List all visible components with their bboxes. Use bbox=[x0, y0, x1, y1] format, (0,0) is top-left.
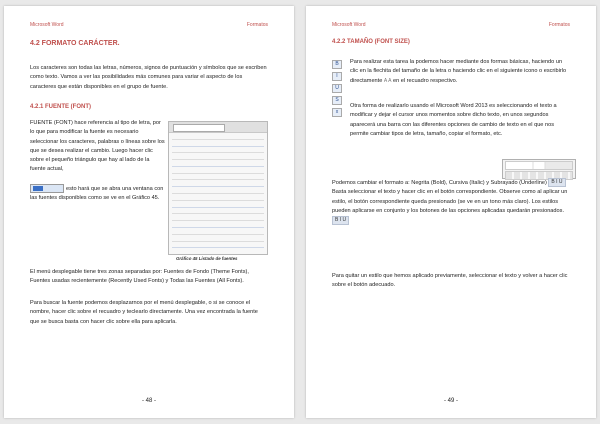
font-paragraph: FUENTE (FONT) hace referencia al tipo de letra, por lo que para modificar la fuente es necesario seleccionar los caracteres, palabras o líneas sobre los que se desea realizar el cambio. Luego hacer clic sobre el pequeño triángulo que hay al lado de la fuente actual, bbox=[30, 120, 165, 173]
font-paragraph-2: esto hará que se abra una ventana con las fuentes disponibles como se ve en el Gráfico 45. bbox=[30, 185, 164, 202]
bold-icon: B bbox=[332, 60, 342, 69]
header-left: Microsoft Word bbox=[332, 22, 366, 28]
grow-shrink-icon: A A bbox=[383, 77, 392, 84]
bold-italic-underline-icon: B I U bbox=[548, 178, 565, 187]
page-number: - 49 - bbox=[443, 398, 458, 404]
right-page bbox=[306, 6, 596, 418]
pressed-buttons-icon: B I U bbox=[332, 216, 349, 225]
header-right: Formatos bbox=[548, 22, 570, 28]
italic-icon: I bbox=[332, 72, 342, 81]
search-paragraph: Para buscar la fuente podemos desplazarnos por el menú desplegable, o si se conoce el nombre, hacer clic sobre el recuadro y teclearlo directamente. Una vez encontrada la fuente que se busca basta con hacer clic sobre ella para aplicarla. bbox=[30, 300, 258, 325]
subsection-title: 4.2.2 TAMAÑO (FONT SIZE) bbox=[332, 39, 410, 45]
menu-paragraph: El menú desplegable tiene tres zonas separadas por: Fuentes de Fondo (Theme Fonts), Fuentes usadas recientemente (Recently Used Fonts) y Todas las Fuentes (All Fonts). bbox=[30, 269, 249, 285]
intro-paragraph: Los caracteres son todas las letras, números, signos de puntuación y símbolos que se escriben como texto. Vamos a ver las posibilidades más comunes para variar el aspecto de los caracteres que están disponibles en el grupo de fuente. bbox=[30, 65, 267, 90]
font-size-icons bbox=[332, 60, 342, 120]
page-number: - 48 - bbox=[141, 398, 156, 404]
strike-icon: S bbox=[332, 96, 342, 105]
format-paragraph: Podemos cambiar el formato a: Negrita (Bold), Cursiva (Italic) y Subrayado (Underline) B I U Basta seleccionar el texto y hacer clic en el botón correspondiente. Observe como al aplicar un estilo, el botón correspondiente queda presionado (se ve en un tono más claro). Los estilos pueden aplicarse en conjunto y los botones de las opciones aplicadas quedarán presionados. B I U bbox=[332, 179, 568, 224]
underline-icon: U bbox=[332, 84, 342, 93]
size-paragraph-2: Otra forma de realizarlo usando el Microsoft Word 2013 es seleccionando el texto a modificar y dejar el cursor unos momentos sobre dicho texto, en unos segundos aparecerá una barra con las diferentes opciones de cambio de texto en el que nos permite cambiar tipos de letra, tamaño, copiar el formato, etc. bbox=[350, 103, 557, 137]
remove-style-paragraph: Para quitar un estilo que hemos aplicado previamente, seleccionar el texto y volver a hacer clic sobre el botón adecuado. bbox=[332, 273, 568, 289]
header-left: Microsoft Word bbox=[30, 22, 64, 28]
subscript-icon: x bbox=[332, 108, 342, 117]
section-title: 4.2 FORMATO CARÁCTER. bbox=[30, 40, 120, 47]
size-paragraph-1: Para realizar esta tarea la podemos hacer mediante dos formas básicas, haciendo un clic en la flechita del tamaño de la letra o haciendo clic en el siguiente icono o escribirlo directamente A A en el recuadro respectivo. bbox=[350, 59, 567, 84]
mini-toolbar-icon bbox=[502, 159, 576, 179]
figure-caption: Gráfico 45 Listado de fuentes bbox=[176, 256, 238, 261]
font-dropdown-icon bbox=[30, 184, 64, 193]
header-right: Formatos bbox=[246, 22, 268, 28]
left-page bbox=[4, 6, 294, 418]
subsection-title: 4.2.1 FUENTE (FONT) bbox=[30, 104, 92, 110]
font-list-screenshot bbox=[168, 121, 268, 255]
